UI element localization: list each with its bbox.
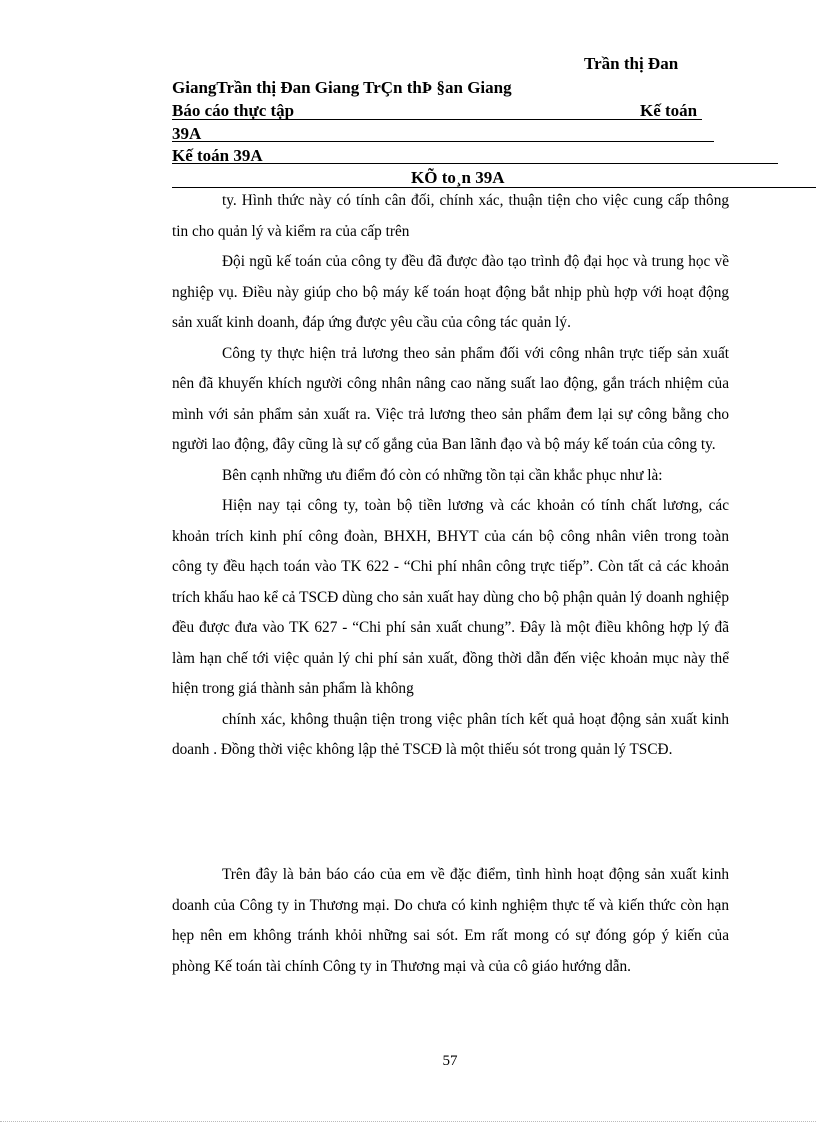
header-dept-class-garbled: KÕ to¸n 39A [411,168,505,187]
paragraph: chính xác, không thuận tiện trong việc phân tích kết quả hoạt động sản xuất kinh doanh . Đồng thời việc không lập thẻ TSCĐ là một thiếu sót trong quản lý TSCĐ. [172,710,729,758]
header-rule [172,119,702,120]
header-author-line1: Trần thị Đan [584,54,679,73]
paragraph: Bên cạnh những ưu điểm đó còn có những tồn tại cần khắc phục như là: [222,466,663,484]
header-dept-right: Kế toán [640,101,698,120]
header-rule [172,163,778,164]
paragraph: ty. Hình thức này có tính cân đối, chính xác, thuận tiện cho việc cung cấp thông tin cho quản lý và kiểm ra của cấp trên [172,192,729,240]
paragraph: Trên đây là bản báo cáo của em về đặc điểm, tình hình hoạt động sản xuất kinh doanh của Công ty in Thương mại. Do chưa có kinh nghiệm thực tế và kiến thức còn hạn hẹp nên em không tránh khỏi những sai sót. Em rất mong có sự đóng góp ý kiến của phòng Kế toán tài chính Công ty in Thương mại và của cô giáo hướng dẫn. [172,866,729,975]
header-author-line2: GiangTrần thị Đan Giang TrÇn thÞ §an Giang [172,78,512,97]
paragraph: Đội ngũ kế toán của công ty đều đã được đào tạo trình độ đại học và trung học về nghiệp vụ. Điều này giúp cho bộ máy kế toán hoạt động bắt nhịp phù hợp với hoạt động sản xuất kinh doanh, đáp ứng được yêu cầu của công tác quản lý. [172,253,729,331]
body-text [172,186,729,766]
closing-text [172,860,729,982]
paragraph: Công ty thực hiện trả lương theo sản phẩm đối với công nhân trực tiếp sản xuất nên đã khuyến khích người công nhân nâng cao năng suất lao động, gắn trách nhiệm của mình với sản phẩm sản xuất ra. Việc trả lương theo sản phẩm đem lại sự công bằng cho người lao động, đây cũng là sự cố gắng của Ban lãnh đạo và bộ máy kế toán của công ty. [172,344,729,453]
page-bottom-border [0,1121,816,1122]
header-report-title: Báo cáo thực tập [172,101,295,120]
header-dept-class: Kế toán 39A [172,146,263,165]
paragraph: Hiện nay tại công ty, toàn bộ tiền lương và các khoản có tính chất lương, các khoản trích kinh phí công đoàn, BHXH, BHYT của cán bộ công nhân viên trong toàn công ty đều hạch toán vào TK 622 - “Chi phí nhân công trực tiếp”. Còn tất cả các khoản trích khấu hao kể cả TSCĐ dùng cho sản xuất hay dùng cho bộ phận quản lý doanh nghiệp đều được đưa vào TK 627 - “Chi phí sản xuất chung”. Đây là một điều không hợp lý đã làm hạn chế tới việc quản lý chi phí sản xuất, đồng thời dẫn đến việc khoản mục này thể hiện trong giá thành sản phẩm là không [172,497,729,697]
header-rule [172,141,714,142]
header-class-code: 39A [172,124,202,143]
page-number: 57 [442,1053,458,1069]
